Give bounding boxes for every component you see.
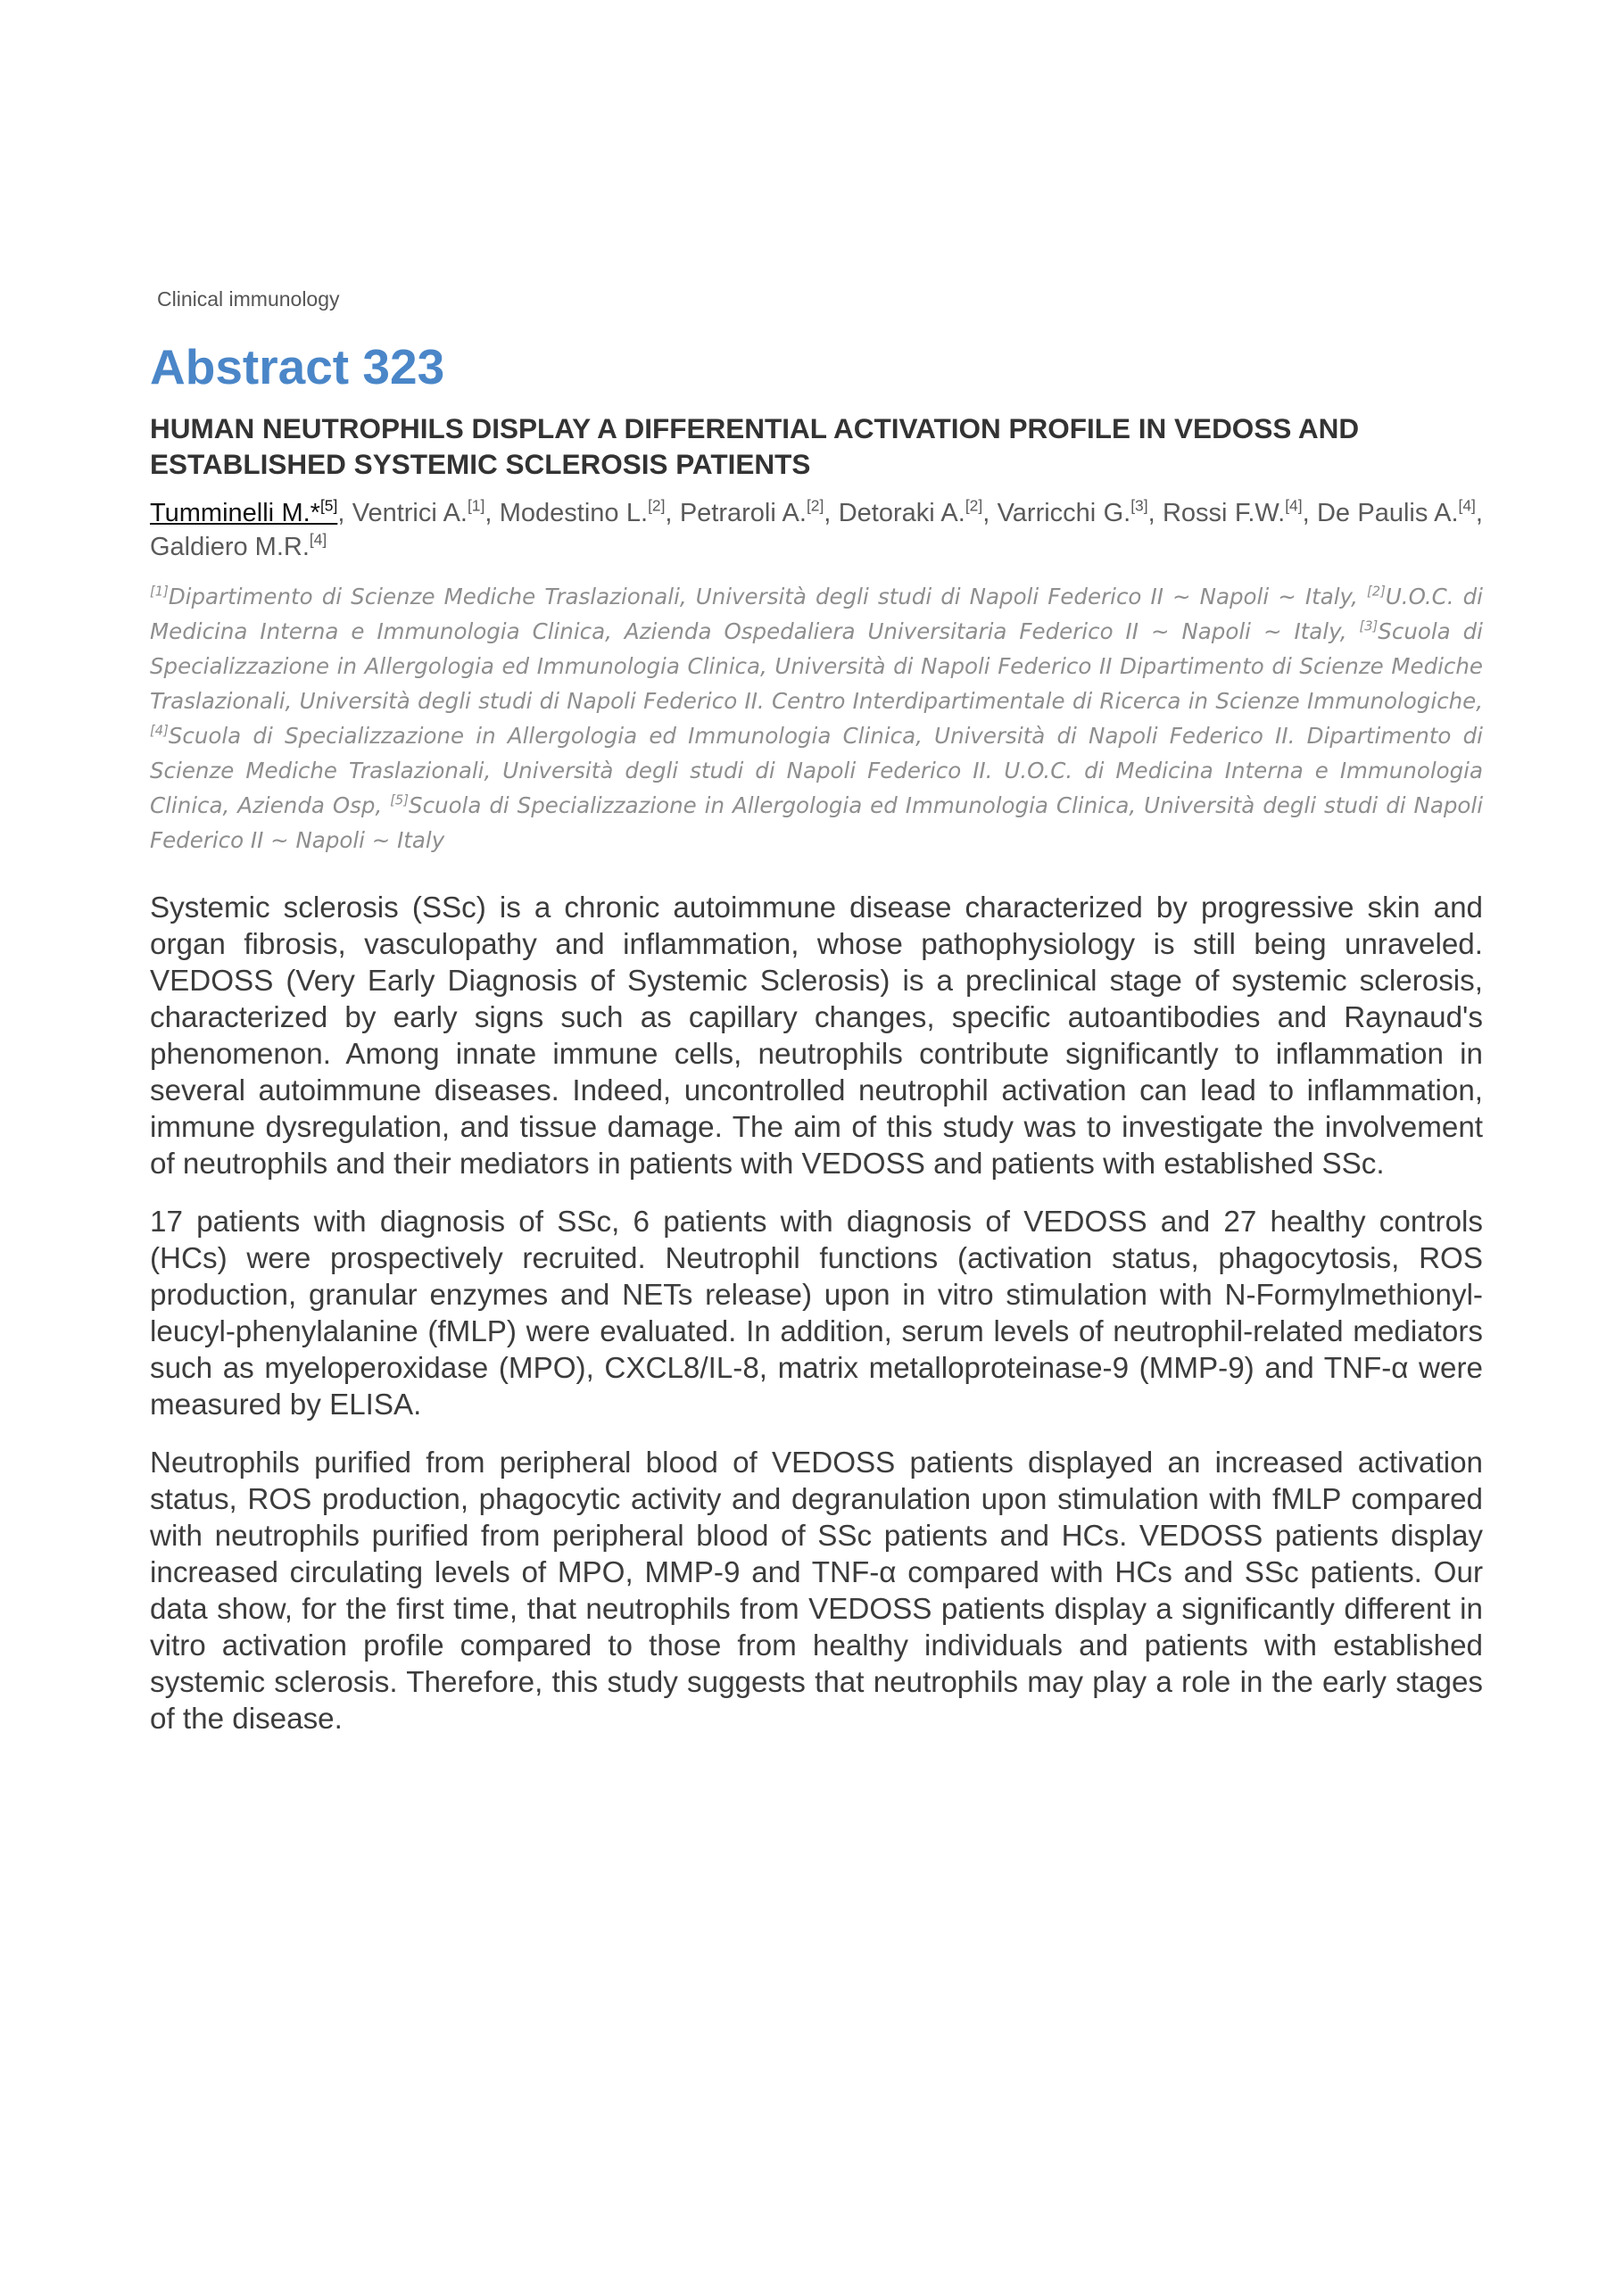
author (1316, 496, 1476, 527)
author-affiliation-marker: [2] (806, 496, 824, 515)
author-list: Tumminelli M.*[5], Ventrici A.[1], Modestino L.[2], Petraroli A.[2], Detoraki A.[2], Varricchi G.[3], Rossi F.W.[4], De Paulis A.[4], Galdiero M.R.[4] (150, 496, 1483, 561)
body-paragraph-background: Systemic sclerosis (SSc) is a chronic autoimmune disease characterized by progressive skin and organ fibrosis, vasculopathy and inflammation, whose pathophysiology is still being unraveled. VEDOSS (Very Early Diagnosis of Systemic Sclerosis) is a preclinical stage of systemic sclerosis, characterized by early signs such as capillary changes, specific autoantibodies and Raynaud's phenomenon. Among innate immune cells, neutrophils contribute significantly to inflammation in several autoimmune diseases. Indeed, uncontrolled neutrophil activation can lead to inflammation, immune dysregulation, and tissue damage. The aim of this study was to investigate the involvement of neutrophils and their mediators in patients with VEDOSS and patients with established SSc. (150, 891, 1483, 1181)
affiliation-marker: [3] (1359, 618, 1379, 634)
author-affiliation-marker: [4] (309, 530, 327, 549)
abstract-title: HUMAN NEUTROPHILS DISPLAY A DIFFERENTIAL ACTIVATION PROFILE IN VEDOSS AND ESTABLISHED SYSTEMIC SCLEROSIS PATIENTS (150, 412, 1360, 480)
author (1162, 496, 1303, 527)
author-name: Galdiero M.R. (150, 533, 310, 561)
author-name: Ventrici A. (352, 499, 468, 527)
author-name: Tumminelli M.* (150, 499, 320, 527)
author-name: Petraroli A. (679, 499, 807, 527)
abstract-number: Abstract 323 (150, 339, 445, 394)
affiliation-marker: [5] (390, 792, 410, 808)
author-name: Detoraki A. (838, 499, 965, 527)
author-name: Rossi F.W. (1162, 499, 1286, 527)
affiliation-text: Scuola di Specializzazione in Allergologia ed Immunologia Clinica, Università di Napoli Federico II Dipartimento di Scienze Mediche Traslazionali, Università degli studi di Napoli Federico II. Centro Interdipartimentale di Ricerca in Scienze Immunologiche, (150, 618, 1483, 714)
affiliation-list (150, 579, 1483, 858)
affiliation-text: Scuola di Specializzazione in Allergologia ed Immunologia Clinica, Università di Napoli Federico II. Dipartimento di Scienze Mediche Traslazionali, Università degli studi di Napoli Federico II. U.O.C. di Medicina Interna e Immunologia Clinica, Azienda Osp, (150, 723, 1483, 818)
author (679, 496, 824, 527)
affiliation-text: U.O.C. di Medicina Interna e Immunologia Clinica, Azienda Ospedaliera Universitaria Federico II ~ Napoli ~ Italy, (150, 584, 1483, 644)
author-presenting (150, 496, 338, 527)
body-paragraph-methods: 17 patients with diagnosis of SSc, 6 patients with diagnosis of VEDOSS and 27 healthy controls (HCs) were prospectively recruited. Neutrophil functions (activation status, phagocytosis, ROS production, granular enzymes and NETs release) upon in vitro stimulation with N-Formylmethionyl-leucyl-phenylalanine (fMLP) were evaluated. In addition, serum levels of neutrophil-related mediators such as myeloperoxidase (MPO), CXCL8/IL-8, matrix metalloproteinase-9 (MMP-9) and TNF-α were measured by ELISA. (150, 1206, 1483, 1422)
category-label: Clinical immunology (157, 287, 340, 311)
author (838, 496, 983, 527)
affiliation-text: Scuola di Specializzazione in Allergologia ed Immunologia Clinica, Università degli studi di Napoli Federico II ~ Napoli ~ Italy (150, 792, 1484, 853)
author (150, 530, 327, 561)
affiliation-marker: [2] (1367, 584, 1386, 600)
author (997, 496, 1148, 527)
author-name: De Paulis A. (1316, 499, 1459, 527)
affiliation-marker: [4] (150, 723, 169, 739)
author-affiliation-marker: [2] (648, 496, 666, 515)
author-name: Modestino L. (499, 499, 649, 527)
abstract-body (150, 890, 1483, 1759)
author-affiliation-marker: [4] (1285, 496, 1303, 515)
affiliation-marker: [1] (150, 584, 169, 600)
author-affiliation-marker: [1] (467, 496, 485, 515)
author-affiliation-marker: [3] (1130, 496, 1148, 515)
body-paragraph-results: Neutrophils purified from peripheral blood of VEDOSS patients displayed an increased activation status, ROS production, phagocytic activity and degranulation upon stimulation with fMLP compared with neutrophils purified from peripheral blood of SSc patients and HCs. VEDOSS patients display increased circulating levels of MPO, MMP-9 and TNF-α compared with HCs and SSc patients. Our data show, for the first time, that neutrophils from VEDOSS patients display a significantly different in vitro activation profile compared to those from healthy individuals and patients with established systemic sclerosis. Therefore, this study suggests that neutrophils may play a role in the early stages of the disease. (150, 1446, 1483, 1736)
affiliation-text: Dipartimento di Scienze Mediche Traslazionali, Università degli studi di Napoli Federico II ~ Napoli ~ Italy, (168, 584, 1358, 609)
author-affiliation-marker: [4] (1458, 496, 1476, 515)
author (499, 496, 666, 527)
author-affiliation-marker: [5] (319, 496, 338, 515)
author (352, 496, 485, 527)
author-name: Varricchi G. (997, 499, 1131, 527)
author-affiliation-marker: [2] (965, 496, 983, 515)
